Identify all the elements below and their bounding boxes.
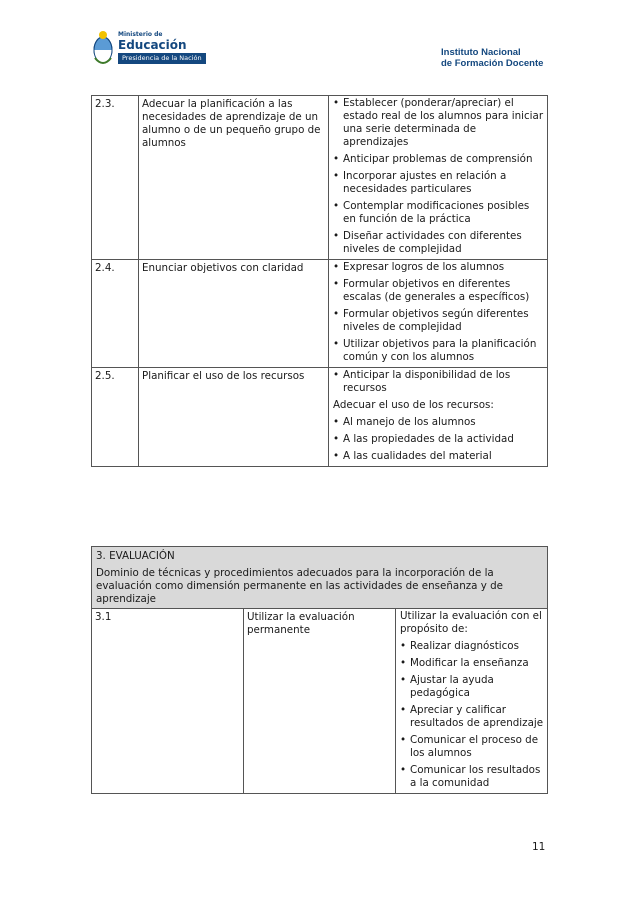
row-action: Planificar el uso de los recursos — [139, 368, 329, 467]
list-item: • Anticipar problemas de comprensión — [333, 153, 544, 166]
list-item: • Al manejo de los alumnos — [333, 416, 544, 429]
page-number: 11 — [532, 841, 546, 853]
row-action: Enunciar objetivos con claridad — [139, 260, 329, 368]
row-indicators — [329, 368, 548, 467]
ministry-logo — [92, 26, 232, 70]
table-row — [92, 260, 548, 368]
institute-logo — [441, 47, 543, 69]
row-action: Adecuar la planificación a las necesidades de aprendizaje de un alumno o de un pequeño grupo de alumnos — [139, 96, 329, 260]
table-row — [92, 609, 548, 794]
list-item: • Formular objetivos en diferentes escalas (de generales a específicos) — [333, 278, 544, 304]
indicator-intro: Utilizar la evaluación con el propósito de: — [400, 610, 542, 635]
list-item: • Modificar la enseñanza — [400, 657, 544, 670]
list-item: • A las cualidades del material — [333, 450, 544, 463]
logo-line-education: Educación — [118, 38, 187, 53]
list-item: • Apreciar y calificar resultados de aprendizaje — [400, 704, 544, 730]
list-item: • Incorporar ajustes en relación a necesidades particulares — [333, 170, 544, 196]
list-item: • Anticipar la disponibilidad de los recursos — [333, 369, 544, 395]
list-item: • Ajustar la ayuda pedagógica — [400, 674, 544, 700]
list-item: • Comunicar el proceso de los alumnos — [400, 734, 544, 760]
table-row — [92, 368, 548, 467]
logo-line-ministry: Ministerio de — [118, 31, 163, 39]
row-action: Utilizar la evaluación permanente — [244, 609, 396, 794]
subheading: Adecuar el uso de los recursos: — [333, 399, 494, 411]
institute-line-1: Instituto Nacional — [441, 47, 521, 58]
row-indicators — [329, 260, 548, 368]
list-item: • Diseñar actividades con diferentes niveles de complejidad — [333, 230, 544, 256]
section-title: 3. EVALUACIÓN — [96, 550, 175, 562]
logo-line-presidency: Presidencia de la Nación — [118, 53, 206, 64]
list-item: • Formular objetivos según diferentes niveles de complejidad — [333, 308, 544, 334]
list-item: • A las propiedades de la actividad — [333, 433, 544, 446]
list-item: • Utilizar objetivos para la planificación común y con los alumnos — [333, 338, 544, 364]
row-indicators — [396, 609, 548, 794]
row-number: 2.5. — [92, 368, 139, 467]
list-item: • Comunicar los resultados a la comunidad — [400, 764, 544, 790]
row-number: 2.3. — [92, 96, 139, 260]
list-item: • Realizar diagnósticos — [400, 640, 544, 653]
section-description: Dominio de técnicas y procedimientos adecuados para la incorporación de la evaluación como dimensión permanente en las actividades de enseñanza y de aprendizaje — [96, 567, 503, 605]
coat-of-arms-icon — [92, 28, 114, 68]
row-number: 2.4. — [92, 260, 139, 368]
table-row — [92, 96, 548, 260]
institute-line-2: de Formación Docente — [441, 58, 544, 69]
competencies-table-planning — [91, 95, 548, 467]
row-indicators — [329, 96, 548, 260]
row-number: 3.1 — [92, 609, 244, 794]
competencies-table-evaluation — [91, 546, 548, 794]
section-header — [92, 547, 548, 609]
list-item: • Contemplar modificaciones posibles en función de la práctica — [333, 200, 544, 226]
section-header-row — [92, 547, 548, 609]
list-item: • Establecer (ponderar/apreciar) el estado real de los alumnos para iniciar una serie determinada de aprendizajes — [333, 97, 544, 149]
list-item: • Expresar logros de los alumnos — [333, 261, 544, 274]
